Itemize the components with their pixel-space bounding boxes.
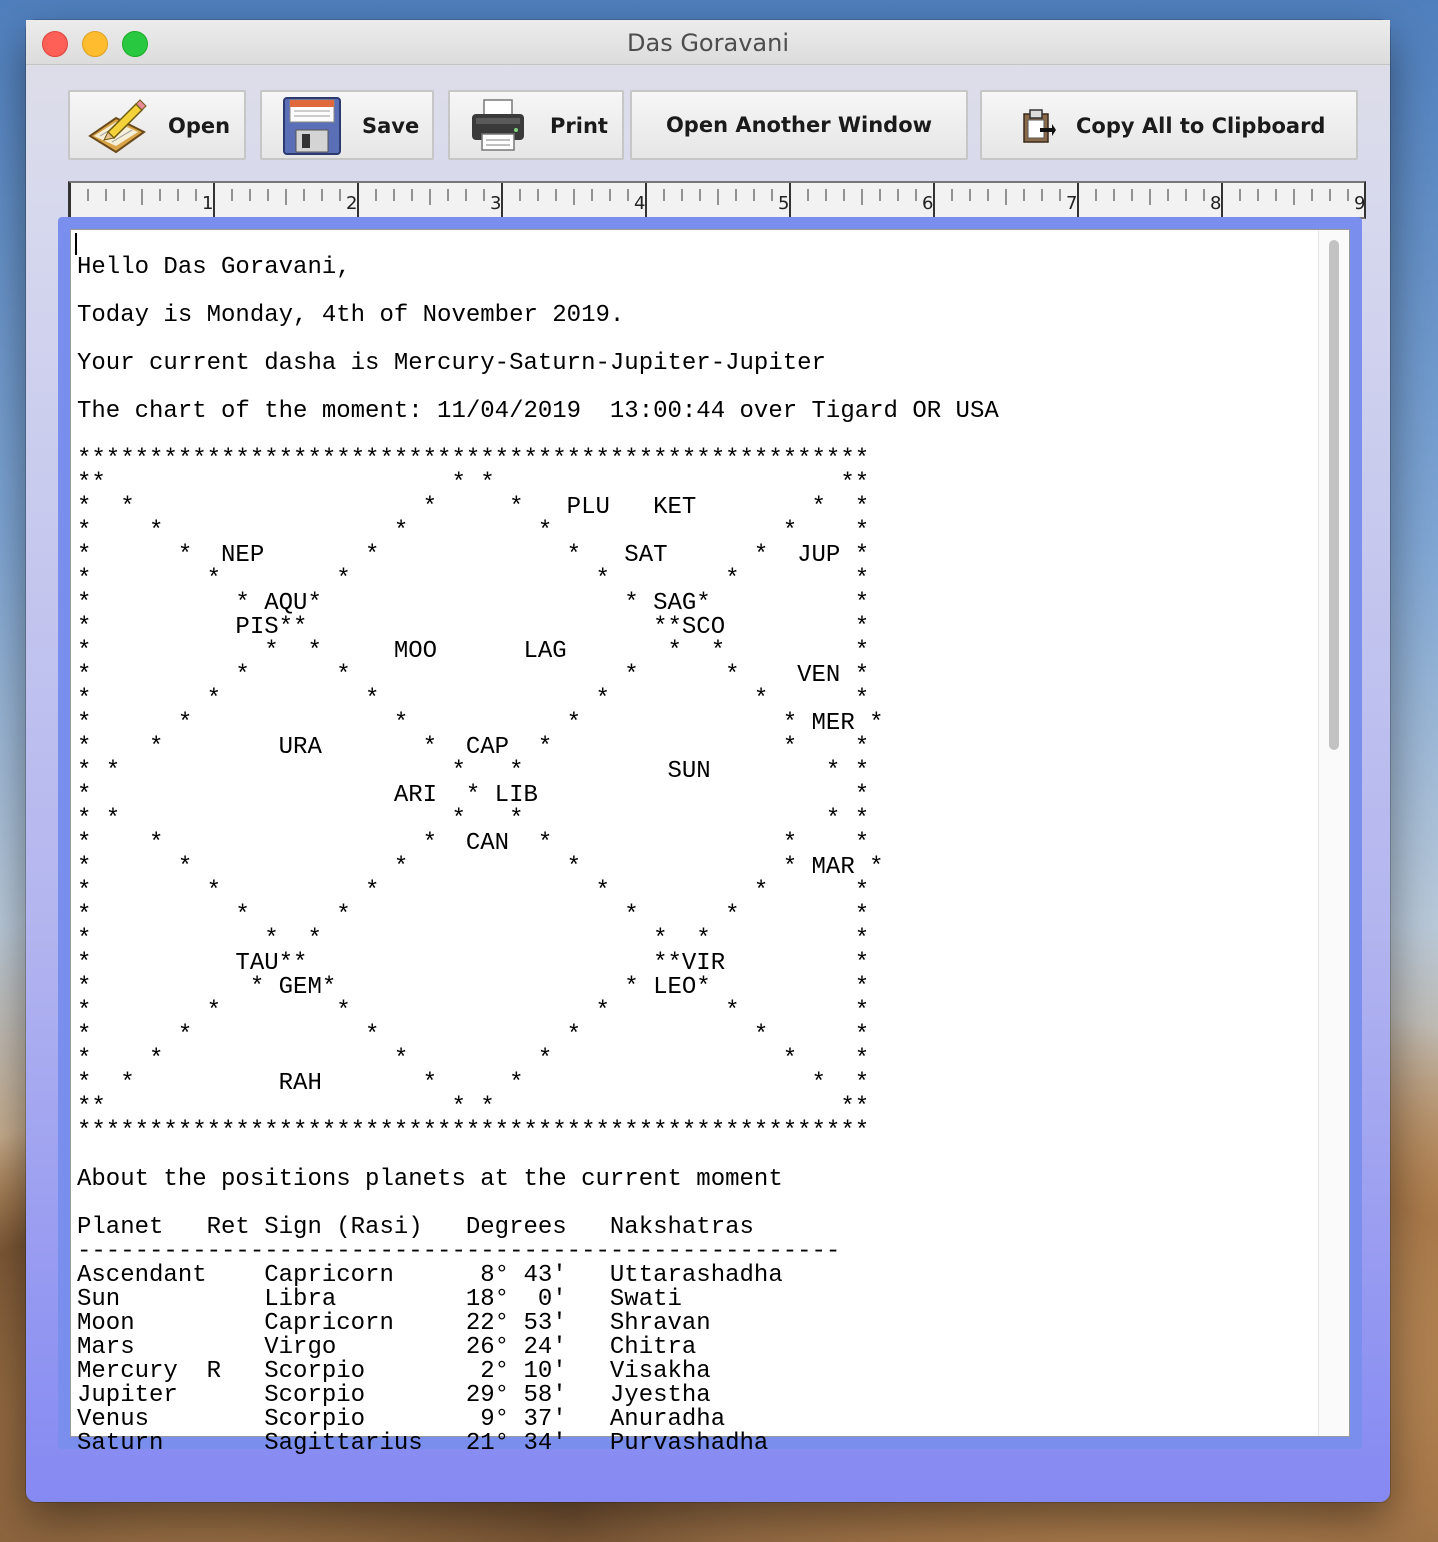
copy-all-label: Copy All to Clipboard <box>1076 114 1326 138</box>
vertical-scrollbar[interactable] <box>1318 230 1349 1436</box>
open-another-window-button[interactable] <box>630 90 968 160</box>
ruler-number: 4 <box>634 193 646 214</box>
clipboard-icon <box>1022 108 1056 149</box>
window-title: Das Goravani <box>627 29 789 57</box>
save-button[interactable] <box>260 90 434 160</box>
ruler-number: 9 <box>1354 193 1366 214</box>
ruler-number: 5 <box>778 193 790 214</box>
printer-icon <box>470 98 526 159</box>
open-label: Open <box>168 114 231 138</box>
open-button[interactable] <box>68 90 246 160</box>
text-editor[interactable] <box>70 229 1350 1457</box>
ruler-ticks <box>70 183 1364 217</box>
ruler-number: 6 <box>922 193 934 214</box>
save-label: Save <box>362 114 420 138</box>
ruler-number: 8 <box>1210 193 1222 214</box>
ruler-number: 1 <box>202 193 214 214</box>
open-another-window-label: Open Another Window <box>665 113 933 137</box>
ruler-number: 3 <box>490 193 502 214</box>
scrollbar-thumb[interactable] <box>1329 240 1339 750</box>
print-label: Print <box>550 114 608 138</box>
pencil-notepad-icon <box>86 98 148 159</box>
ruler-number: 2 <box>346 193 358 214</box>
print-button[interactable] <box>448 90 624 160</box>
document-text[interactable]: Hello Das Goravani, Today is Monday, 4th of November 2019. Your current dasha is Mercury-Saturn-Jupiter-Jupiter The chart of the moment: 11/04/2019 13:00:44 over Tigard OR USA ******************************************************* ** * * ** * * * * PLU KET * * * * * * * * * * NEP * * SAT * JUP * * * * * * * * * AQU* * SAG* * * PIS** **SCO * * * * MOO LAG * * * * * * * * VEN * * * * * * * * * * * * MER * * * URA * CAP * * * * * * * SUN * * * ARI * LIB * * * * * * * * * * CAN * * * * * * * * MAR * * * * * * * * * * * * * * * * * * * * TAU** **VIR * * * GEM* * LEO* * * * * * * * * * * * * * * * * * * * * * RAH * * * * ** * * ** ******************************************************* About the positions planets at the current moment Planet Ret Sign (Rasi) Degrees Nakshatras ----------------------------------------------------- Ascendant Capricorn 8° 43′ Uttarashadha Sun Libra 18° 0′ Swati Moon Capricorn 22° 53′ Shravan Mars Virgo 26° 24′ Chitra Mercury R Scorpio 2° 10′ Visakha Jupiter Scorpio 29° 58′ Jyestha Venus Scorpio 9° 37′ Anuradha Saturn Sagittarius 21° 34′ Purvashadha <box>77 254 999 1457</box>
floppy-disk-icon <box>282 96 342 161</box>
titlebar[interactable] <box>26 20 1390 65</box>
text-caret <box>75 233 77 255</box>
app-window <box>26 20 1390 1502</box>
editor-frame <box>58 217 1362 1457</box>
copy-all-to-clipboard-button[interactable] <box>980 90 1358 160</box>
ruler-number: 7 <box>1066 193 1078 214</box>
ruler[interactable] <box>68 181 1366 219</box>
